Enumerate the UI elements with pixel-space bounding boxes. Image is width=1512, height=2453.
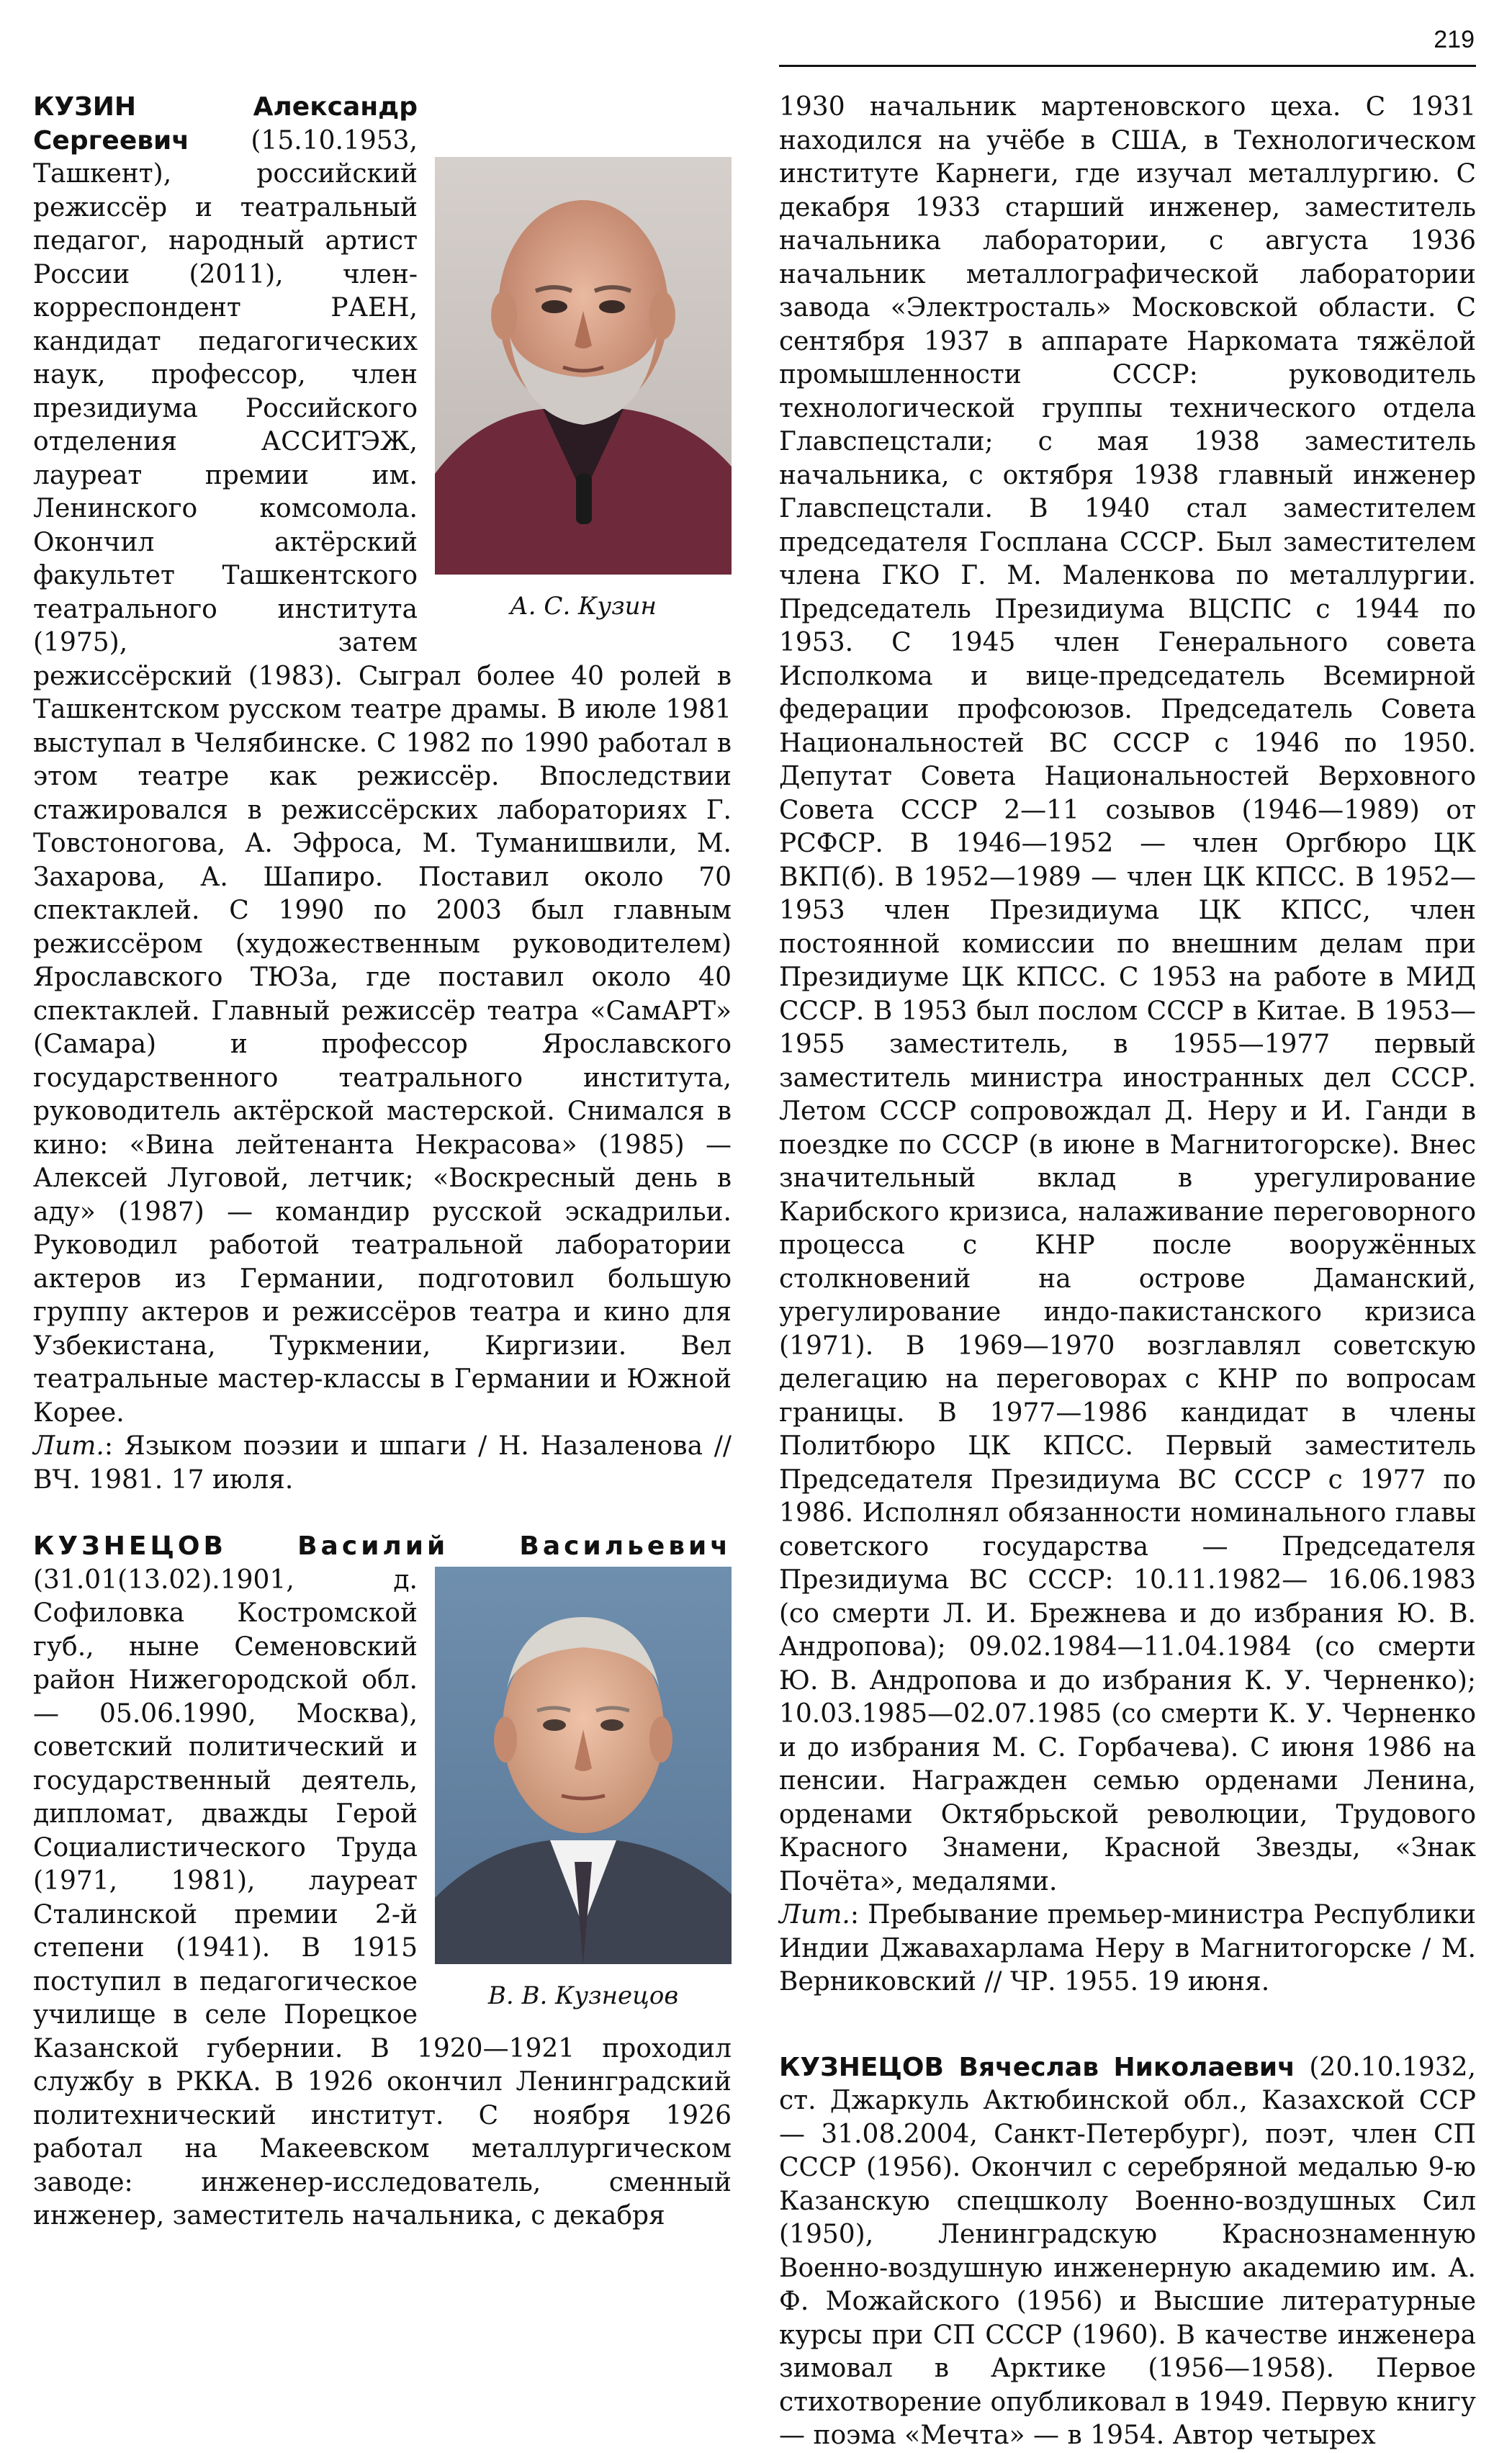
kuzin-photo-caption: А. С. Кузин xyxy=(510,592,657,621)
kuzin-portrait xyxy=(435,157,732,621)
kuznetsov-vn-text xyxy=(779,2051,1476,2453)
kuznetsov-vv-biography-part2: 1930 начальник мартеновского цеха. С 1931 находился на учёбе в США, в Технологическом институте Карнеги, где изучал металлургию. С декабря 1933 старший инженер, заместитель начальника лаборатории, с августа 1936 начальник металлографической лаборатории завода «Электросталь» Московской области. С сентября 1937 в аппарате Наркомата тяжёлой промышленности СССР: руководитель технологической группы технического отдела Главспецстали; с мая 1938 заместитель начальника, с октября 1938 главный инженер Главспецстали. В 1940 стал заместителем председателя Госплана СССР. Был заместителем члена ГКО Г. М. Маленкова по металлургии. Председатель Президиума ВЦСПС с 1944 по 1953. С 1945 член Генерального совета Исполкома и вице-председатель Всемирной федерации профсоюзов. Председатель Совета Национальностей ВС СССР с 1946 по 1950. Депутат Совета Национальностей Верховного Совета СССР 2—11 созывов (1946—1989) от РСФСР. В 1946—1952 — член Оргбюро ЦК ВКП(б). В 1952—1989 — член ЦК КПСС. В 1952—1953 член Президиума ЦК КПСС, член постоянной комиссии по внешним делам при Президиуме ЦК КПСС. С 1953 на работе в МИД СССР. В 1953 был послом СССР в Китае. В 1953—1955 заместитель, в 1955—1977 первый заместитель министра иностранных дел СССР. Летом СССР сопровождал Д. Неру и И. Ганди в поездке по СССР (в июне в Магнитогорске). Внес значительный вклад в урегулирование Карибского кризиса, налаживание переговорного процесса с КНР после вооружённых столкновений на острове Даманский, урегулирование индо-пакистанского кризиса (1971). В 1969—1970 возглавлял советскую делегацию на переговорах с КНР по вопросам границы. В 1977—1986 кандидат в члены Политбюро ЦК КПСС. Первый заместитель Председателя Президиума ВС СССР с 1977 по 1986. Исполнял обязанности номинального главы советского государства — Председателя Президиума ВС СССР: 10.11.1982— 16.06.1983 (со смерти Л. И. Брежнева и до избрания Ю. В. Андропова); 09.02.1984—11.04.1984 (со смерти Ю. В. Андропова и до избрания К. У. Черненко); 10.03.1985—02.07.1985 (со смерти К. У. Черненко и до избрания М. С. Горбачева). С июня 1986 на пенсии. Награжден семью орденами Ленина, орденами Октябрьской революции, Трудового Красного Знамени, Красной Звезды, «Знак Почёта», медалями. xyxy=(779,92,1476,1896)
kuznetsov-vv-text-start xyxy=(33,1530,732,2233)
kuzin-literature xyxy=(33,1430,732,1497)
kuznetsov-vn-name: КУЗНЕЦОВ Вячеслав Николаевич xyxy=(779,2052,1295,2082)
kuznetsov-vv-name: КУЗНЕЦОВ Василий Васильевич xyxy=(33,1531,732,1561)
header-rule xyxy=(779,65,1476,67)
kuzin-name: КУЗИН Александр Сергеевич xyxy=(33,92,418,156)
entry-kuznetsov-vn xyxy=(779,2051,1476,2453)
right-column xyxy=(779,91,1476,2453)
kuznetsov-vv-photo xyxy=(435,1567,732,1964)
kuzin-biography: (15.10.1953, Ташкент), российский режиссёр и театральный педагог, народный артист России (2011), член-корреспондент РАЕН, кандидат педагогических наук, профессор, член президиума Российского отделения АССИТЭЖ, лауреат премии им. Ленинского комсомола. Окончил актёрский факультет Ташкентского театрального института (1975), затем режиссёрский (1983). Сыграл более 40 ролей в Ташкентском русском театре драмы. В июле 1981 выступал в Челябинске. С 1982 по 1990 работал в этом театре как режиссёр. Впоследствии стажировался в режиссёрских лабораториях Г. Товстоногова, А. Эфроса, М. Туманишвили, М. Захарова, А. Шапиро. Поставил около 70 спектаклей. С 1990 по 2003 был главным режиссёром (художественным руководителем) Ярославского ТЮЗа, где поставил около 40 спектаклей. Главный режиссёр театра «СамАРТ» (Самара) и профессор Ярославского государственного театрального института, руководитель актёрской мастерской. Снимался в кино: «Вина лейтенанта Некрасова» (1985) — Алексей Луговой, летчик; «Воскресный день в аду» (1987) — командир русской эскадрильи. Руководил работой театральной лаборатории актеров из Германии, подготовил большую группу актеров и режиссёров театра и кино для Узбекистана, Туркмении, Киргизии. Вел театральные мастер-классы в Германии и Южной Корее. xyxy=(33,125,732,1428)
entry-kuzin xyxy=(33,91,732,1497)
kuzin-photo xyxy=(435,157,732,575)
kuzin-lit-text: : Языком поэзии и шпаги / Н. Назаленова // ВЧ. 1981. 17 июля. xyxy=(33,1431,732,1495)
kuznetsov-vv-portrait xyxy=(435,1567,732,2010)
page-number: 219 xyxy=(1434,26,1475,53)
left-column xyxy=(33,91,732,2233)
kuznetsov-vv-lit-text: : Пребывание премьер-министра Республики Индии Джавахарлама Неру в Магнитогорске / М. Верниковский // ЧР. 1955. 19 июня. xyxy=(779,1900,1476,1997)
kuznetsov-vv-lit-label: Лит. xyxy=(779,1900,850,1930)
entry-kuznetsov-vv-start xyxy=(33,1530,732,2233)
kuznetsov-vv-photo-caption: В. В. Кузнецов xyxy=(487,1981,679,2010)
kuznetsov-vn-biography: (20.10.1932, ст. Джаркуль Актюбинской обл., Казахской ССР — 31.08.2004, Санкт-Петербург), поэт, член СП СССР (1956). Окончил с серебряной медалью 9-ю Казанскую спецшколу Военно-воздушных Сил (1950), Ленинградскую Краснознаменную Военно-воздушную инженерную академию им. А. Ф. Можайского (1956) и Высшие литературные курсы при СП СССР (1960). В качестве инженера зимовал в Арктике (1956—1958). Первое стихотворение опубликовал в 1949. Первую книгу — поэма «Мечта» — в 1954. Автор четырех xyxy=(779,2052,1476,2450)
kuzin-lit-label: Лит. xyxy=(33,1431,104,1461)
kuznetsov-vv-literature xyxy=(779,1899,1476,1999)
entry-kuznetsov-vv-continued xyxy=(779,91,1476,1999)
kuznetsov-vv-biography-part1: (31.01(13.02).1901, д. Софиловка Костромской губ., ныне Семеновский район Нижегородской обл. — 05.06.1990, Москва), советский политический и государственный деятель, дипломат, дважды Герой Социалистического Труда (1971, 1981), лауреат Сталинской премии 2-й степени (1941). В 1915 поступил в педагогическое училище в селе Порецкое Казанской губернии. В 1920—1921 проходил службу в РККА. В 1926 окончил Ленинградский политехнический институт. С ноября 1926 работал на Макеевском металлургическом заводе: инженер-исследователь, сменный инженер, заместитель начальника, с декабря xyxy=(33,1565,732,2231)
